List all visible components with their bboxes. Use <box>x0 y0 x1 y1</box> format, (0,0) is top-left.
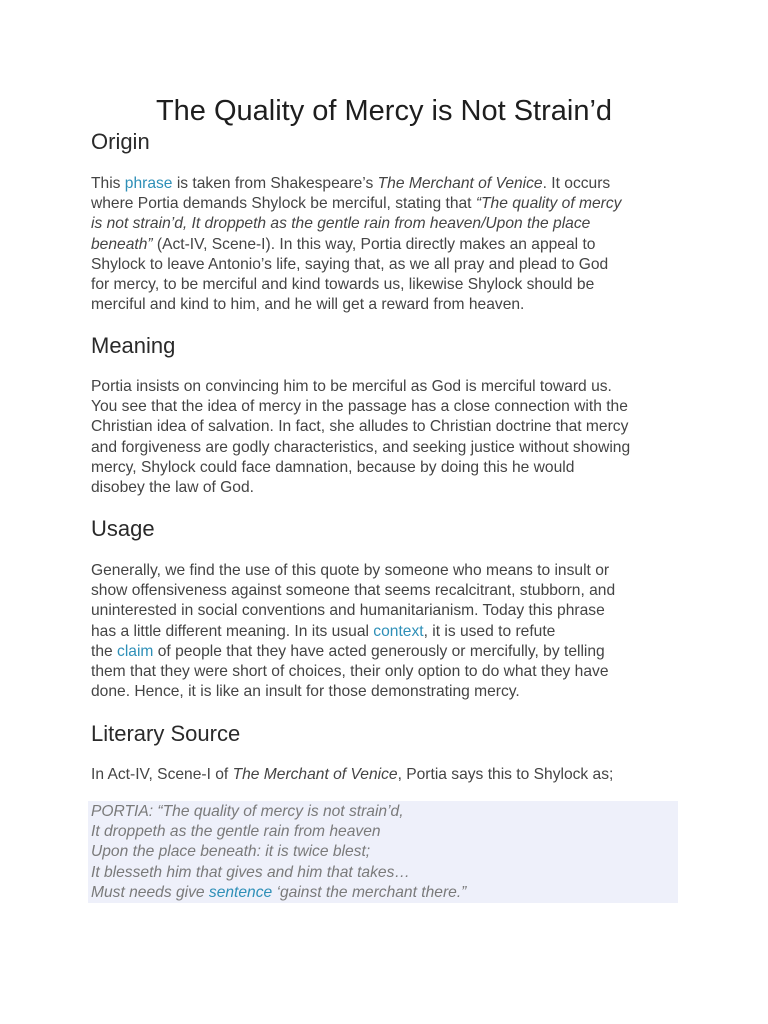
sentence-link[interactable]: sentence <box>208 883 273 901</box>
text-span: the <box>91 642 118 660</box>
text-span: , Portia says this to Shylock as; <box>397 766 614 783</box>
usage-line-2: show offensiveness against someone that seems recalcitrant, stubborn, and <box>91 582 616 600</box>
quote-block <box>88 801 678 903</box>
origin-paragraph <box>91 174 681 315</box>
literary-intro <box>91 765 681 785</box>
meaning-line-2: You see that the idea of mercy in the passage has a close connection with the <box>91 398 628 416</box>
quote-italic: is not strain’d, It droppeth as the gentle rain from heaven/Upon the place <box>91 215 591 233</box>
origin-line-1 <box>91 174 681 194</box>
quote-line-2: It droppeth as the gentle rain from heaven <box>91 823 381 841</box>
text-span: (Act-IV, Scene-I). In this way, Portia directly makes an appeal to <box>152 235 596 253</box>
play-title-italic: The Merchant of Venice <box>232 766 398 783</box>
page-title: The Quality of Mercy is Not Strain’d <box>155 95 613 127</box>
usage-line-1: Generally, we find the use of this quote by someone who means to insult or <box>91 562 610 579</box>
phrase-link[interactable]: phrase <box>124 175 173 192</box>
usage-line-4 <box>91 622 681 642</box>
quote-italic: beneath” <box>91 235 153 253</box>
usage-line-6: them that they were short of choices, their only option to do what they have <box>91 663 609 681</box>
text-span: . It occurs <box>542 175 611 192</box>
play-title-italic: The Merchant of Venice <box>377 175 543 192</box>
meaning-heading: Meaning <box>91 333 176 358</box>
text-span: of people that they have acted generously or mercifully, by telling <box>153 642 605 660</box>
text-span: is taken from Shakespeare’s <box>172 175 378 192</box>
text-span: ‘gainst the merchant there.” <box>272 883 467 901</box>
text-span: has a little different meaning. In its usual <box>91 622 374 640</box>
origin-line-3 <box>91 214 681 234</box>
origin-line-6: for mercy, to be merciful and kind towards us, likewise Shylock should be <box>91 276 595 294</box>
meaning-line-6: disobey the law of God. <box>91 479 254 497</box>
quote-line-5 <box>91 883 678 903</box>
literary-source-heading: Literary Source <box>91 721 241 746</box>
origin-line-2 <box>91 194 681 214</box>
usage-heading: Usage <box>91 516 155 541</box>
meaning-paragraph <box>91 377 681 498</box>
usage-line-5 <box>91 642 681 662</box>
quote-line-1: PORTIA: “The quality of mercy is not strain’d, <box>91 803 404 820</box>
origin-line-7: merciful and kind to him, and he will get a reward from heaven. <box>91 296 525 314</box>
quote-line-4: It blesseth him that gives and him that takes… <box>91 863 410 881</box>
claim-link[interactable]: claim <box>117 642 154 660</box>
usage-line-3: uninterested in social conventions and humanitarianism. Today this phrase <box>91 602 605 620</box>
text-span: where Portia demands Shylock be merciful, stating that <box>91 195 476 213</box>
usage-line-7: done. Hence, it is like an insult for those demonstrating mercy. <box>91 683 520 701</box>
meaning-line-4: and forgiveness are godly characteristics, and seeking justice without showing <box>91 438 631 456</box>
quote-italic: “The quality of mercy <box>475 195 622 213</box>
text-span: This <box>91 175 125 192</box>
quote-line-3: Upon the place beneath: it is twice blest; <box>91 843 371 861</box>
meaning-line-5: mercy, Shylock could face damnation, because by doing this he would <box>91 458 575 476</box>
usage-paragraph <box>91 561 681 702</box>
text-span: , it is used to refute <box>423 622 556 640</box>
text-span: Must needs give <box>91 883 209 901</box>
meaning-line-1: Portia insists on convincing him to be merciful as God is merciful toward us. <box>91 378 612 395</box>
origin-heading: Origin <box>91 129 150 154</box>
text-span: In Act-IV, Scene-I of <box>91 766 233 783</box>
origin-line-4 <box>91 235 681 255</box>
literary-intro-line <box>91 765 681 785</box>
origin-line-5: Shylock to leave Antonio’s life, saying that, as we all pray and plead to God <box>91 255 609 273</box>
meaning-line-3: Christian idea of salvation. In fact, she alludes to Christian doctrine that mercy <box>91 418 629 436</box>
context-link[interactable]: context <box>373 622 424 640</box>
